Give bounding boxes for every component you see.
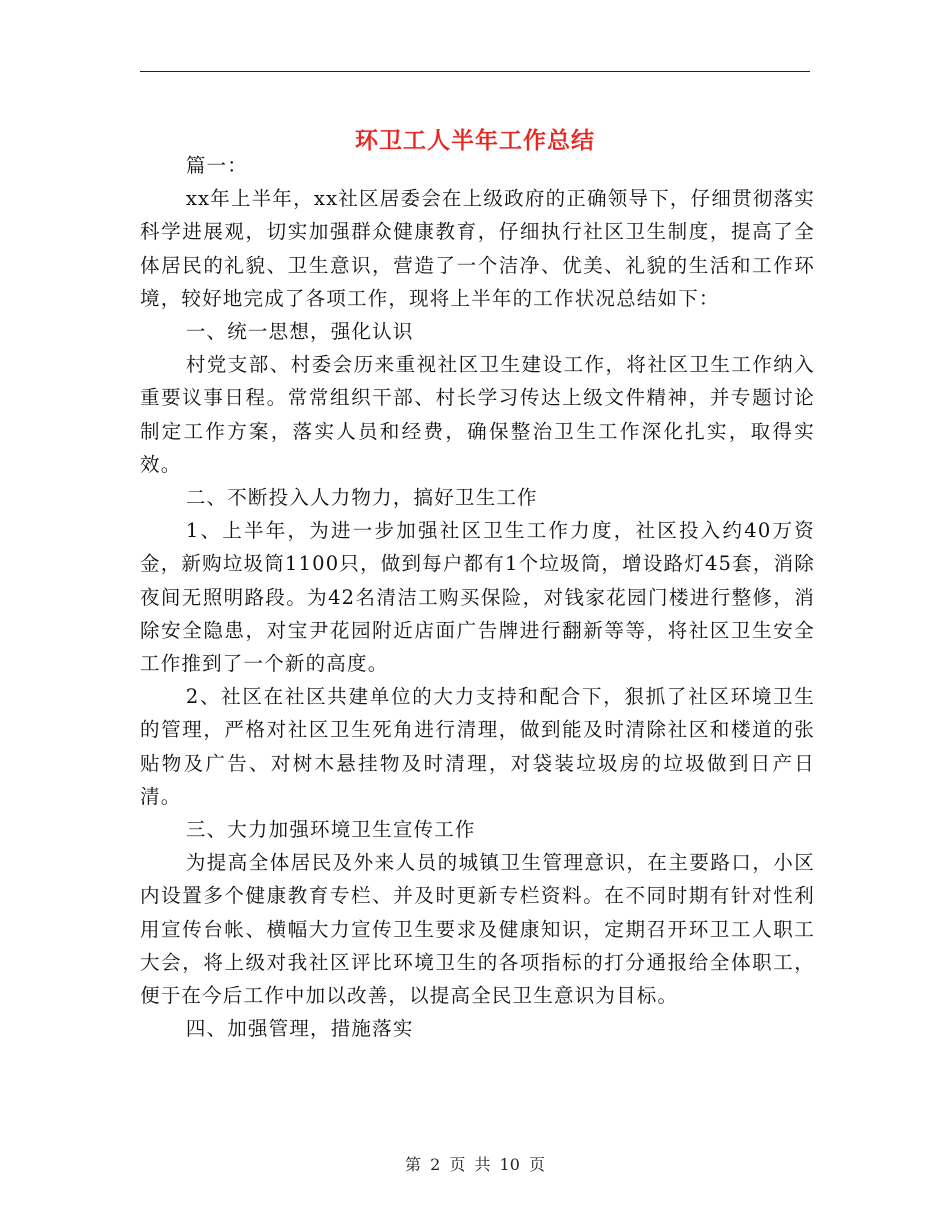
document-body <box>140 149 815 1045</box>
heading-section-4: 四、加强管理，措施落实 <box>185 1017 414 1041</box>
page-number-footer: 第 2 页 共 10 页 <box>405 1155 545 1174</box>
paragraph-intro: xx年上半年，xx社区居委会在上级政府的正确领导下，仔细贯彻落实科学进展观，切实加强群众健康教育，仔细执行社区卫生制度，提高了全体居民的礼貌、卫生意识，营造了一个洁净、优美、礼貌的生活和工作环境，较好地完成了各项工作，现将上半年的工作状况总结如下： <box>140 187 815 310</box>
paragraph-section-1: 村党支部、村委会历来重视社区卫生建设工作，将社区卫生工作纳入重要议事日程。常常组织干部、村长学习传达上级文件精神，并专题讨论制定工作方案，落实人员和经费，确保整治卫生工作深化扎实，取得实效。 <box>140 353 815 476</box>
paragraph-section-2-item-2: 2、社区在社区共建单位的大力支持和配合下，狠抓了社区环境卫生的管理，严格对社区卫生死角进行清理，做到能及时清除社区和楼道的张贴物及广告、对树木悬挂物及时清理，对袋装垃圾房的垃圾做到日产日清。 <box>140 685 815 808</box>
heading-section-1: 一、统一思想，强化认识 <box>185 320 414 344</box>
heading-section-2: 二、不断投入人力物力，搞好卫生工作 <box>185 486 538 510</box>
paragraph-section-2-item-1: 1、上半年，为进一步加强社区卫生工作力度，社区投入约40万资金，新购垃圾筒1100只，做到每户都有1个垃圾筒，增设路灯45套，消除夜间无照明路段。为42名清洁工购买保险，对钱家花园门楼进行整修，消除安全隐患，对宝尹花园附近店面广告牌进行翻新等等，将社区卫生安全工作推到了一个新的高度。 <box>140 519 815 676</box>
document-title: 环卫工人半年工作总结 <box>355 127 595 155</box>
paragraph-section-3: 为提高全体居民及外来人员的城镇卫生管理意识，在主要路口，小区内设置多个健康教育专栏、并及时更新专栏资料。在不同时期有针对性利用宣传台帐、横幅大力宣传卫生要求及健康知识，定期召开环卫工人职工大会，将上级对我社区评比环境卫生的各项指标的打分通报给全体职工，便于在今后工作中加以改善，以提高全民卫生意识为目标。 <box>140 851 815 1008</box>
paragraph-section-label: 篇一： <box>185 154 248 177</box>
header-rule <box>140 71 810 72</box>
heading-section-3: 三、大力加强环境卫生宣传工作 <box>185 818 476 842</box>
